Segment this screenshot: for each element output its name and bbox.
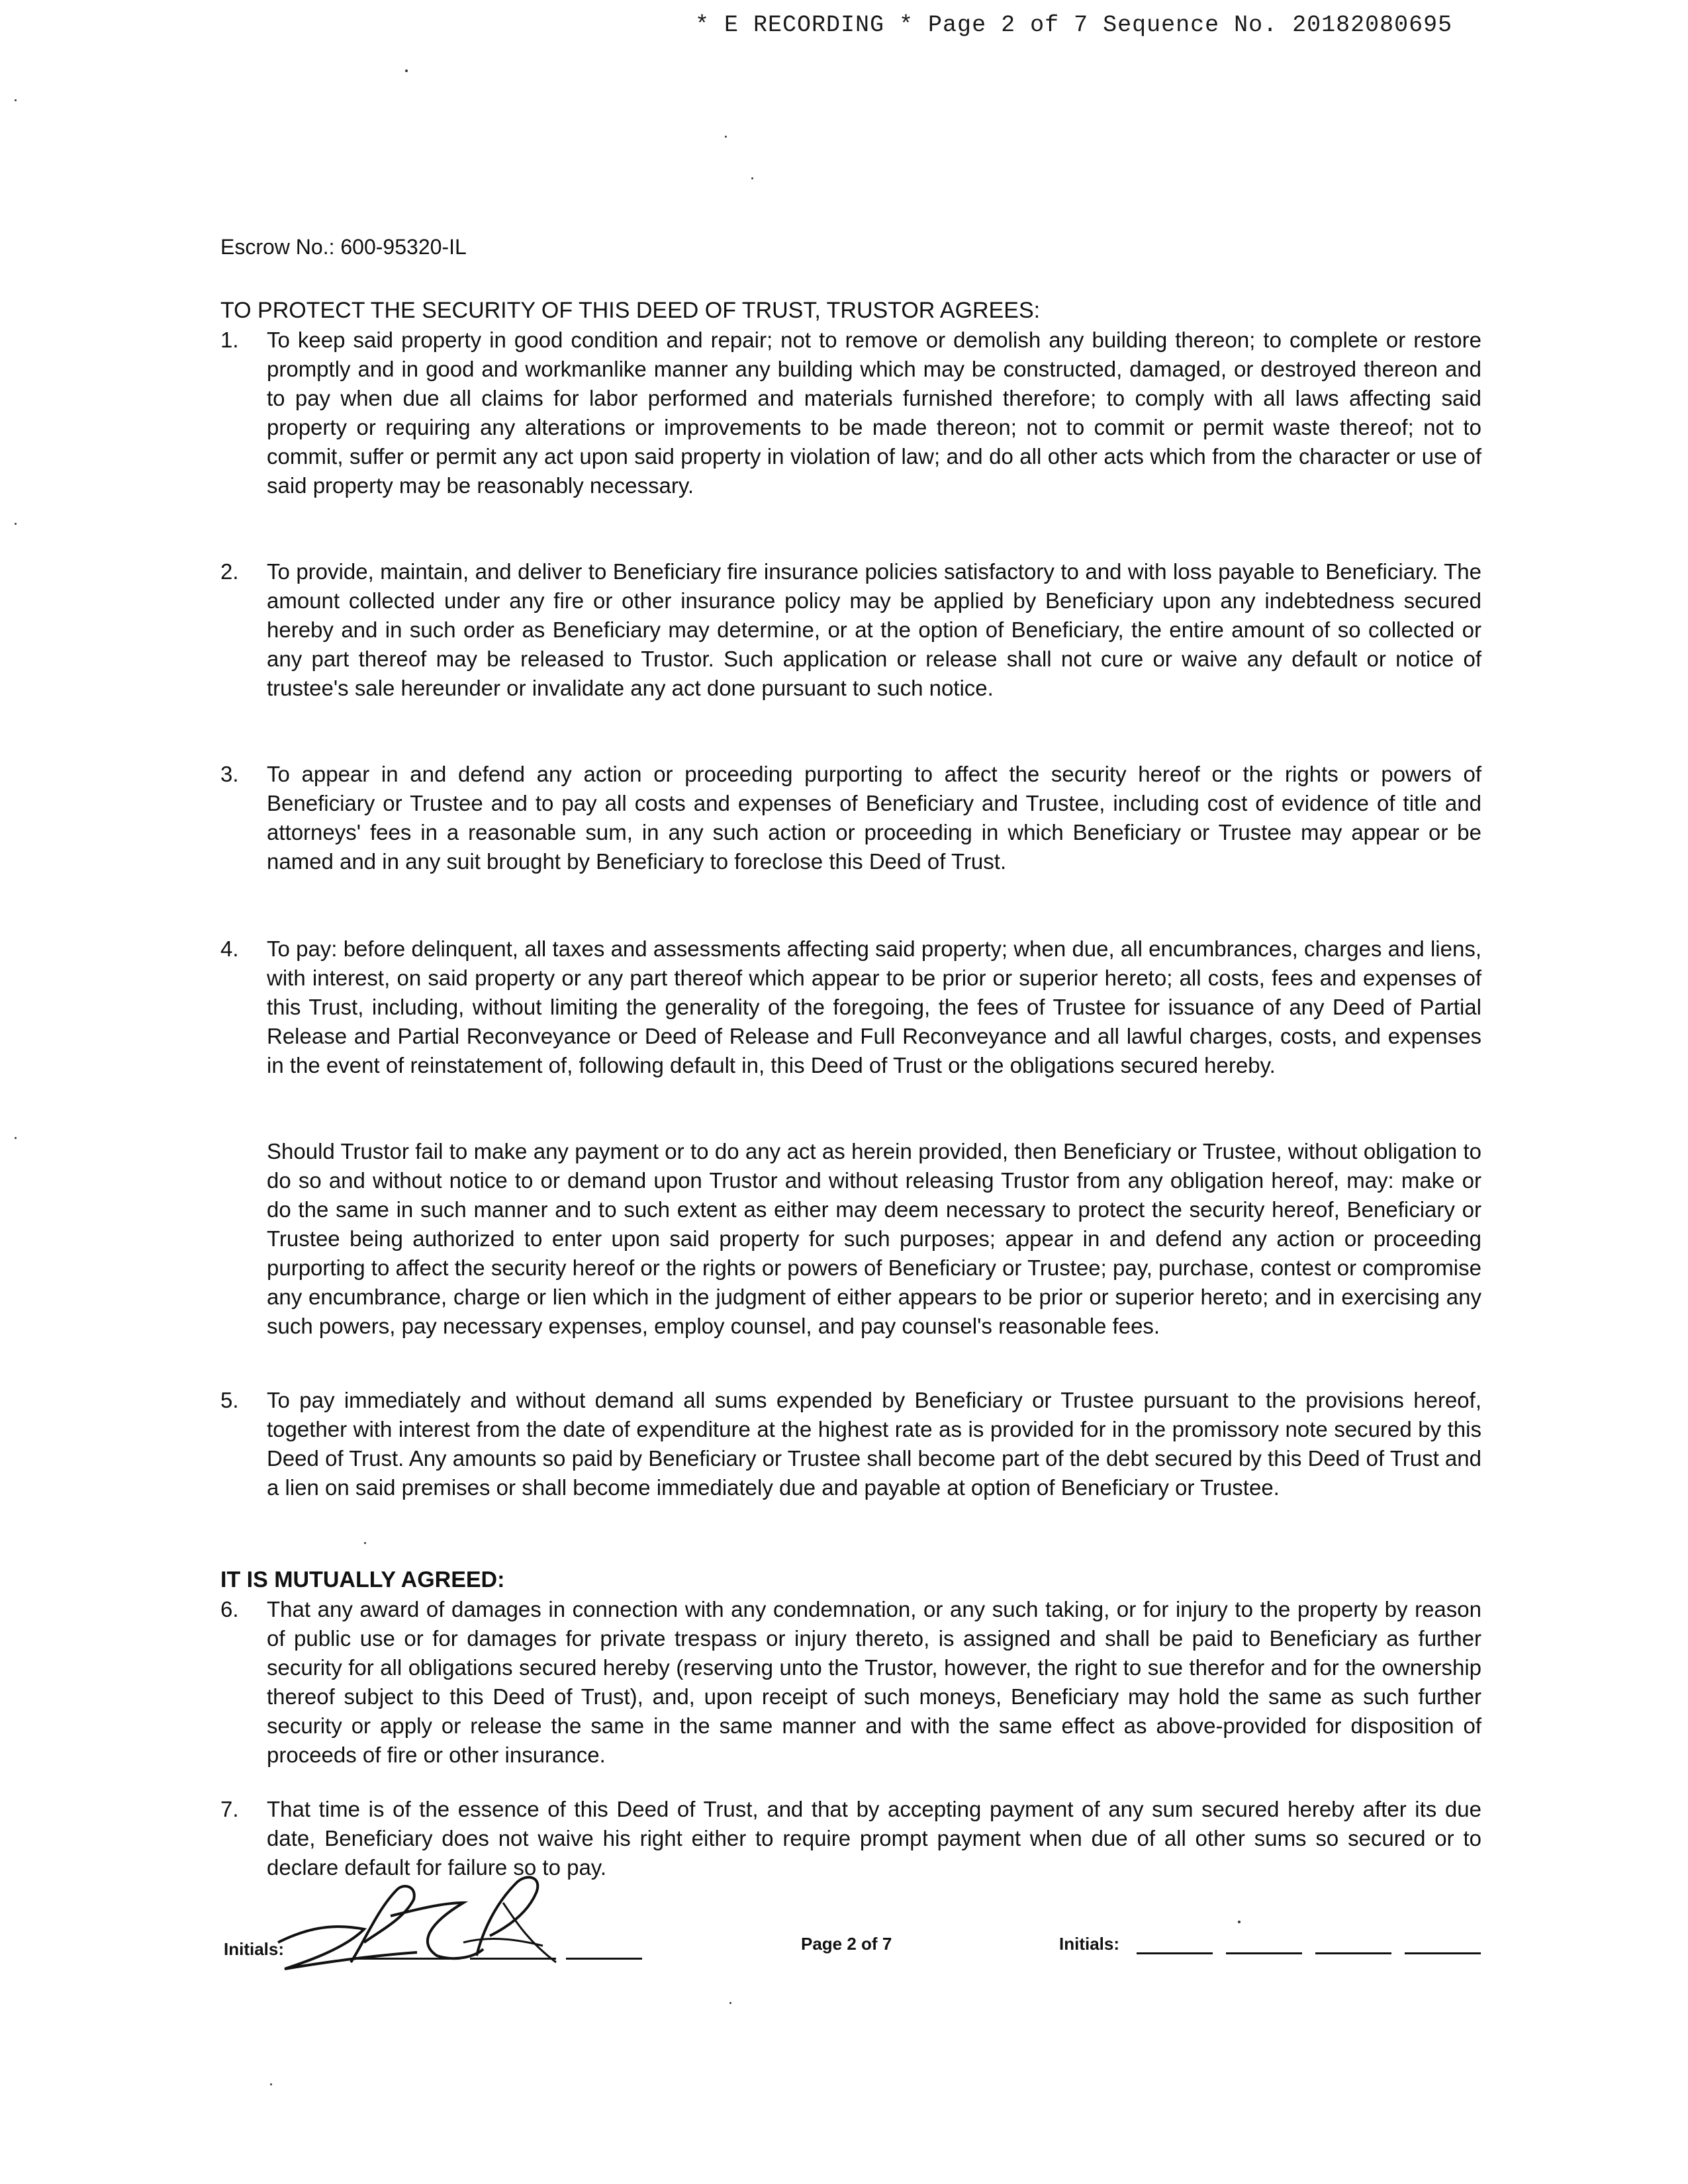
scan-speck	[405, 69, 408, 72]
section-heading-mutually-agreed: IT IS MUTUALLY AGREED:	[220, 1567, 505, 1592]
clause-6	[220, 1595, 1481, 1770]
escrow-number	[220, 235, 467, 259]
clause-number: 7.	[220, 1797, 239, 1821]
section-heading-trustor-agrees: TO PROTECT THE SECURITY OF THIS DEED OF TRUST, TRUSTOR AGREES:	[220, 298, 1041, 323]
scan-speck	[729, 2002, 731, 2004]
clause-number: 3.	[220, 762, 239, 786]
scan-speck	[15, 99, 17, 101]
clause-number: 4.	[220, 936, 239, 961]
page-number-label: Page 2 of 7	[801, 1934, 892, 1954]
scan-speck	[270, 2083, 272, 2085]
initials-label-right: Initials:	[1059, 1934, 1120, 1954]
clause-number: 1.	[220, 328, 239, 352]
clause-text: To keep said property in good condition and repair; not to remove or demolish any building thereon; to complete or restore promptly and in good and workmanlike manner any building which may be constructed, damaged, or destroyed thereon and to pay when due all claims for labor performed and materials furnished therefore; to comply with all laws affecting said property or requiring any alterations or improvements to be made thereon; not to commit or permit waste thereof; not to commit, suffer or permit any act upon said property in violation of law; and do all other acts which from the character or use of said property may be reasonably necessary.	[267, 328, 1481, 498]
clause-number: 5.	[220, 1388, 239, 1412]
recording-header: * E RECORDING * Page 2 of 7 Sequence No. 20182080695	[695, 12, 1453, 38]
escrow-label: Escrow No.:	[220, 235, 335, 259]
initials-line-6	[1315, 1952, 1391, 1954]
clause-3	[220, 760, 1481, 876]
scan-speck	[364, 1542, 366, 1544]
initials-label-left: Initials:	[224, 1939, 285, 1959]
handwritten-initials-signature	[265, 1863, 662, 1982]
clause-text: To appear in and defend any action or proceeding purporting to affect the security hereof or the rights or powers of Beneficiary or Trustee and to pay all costs and expenses of Beneficiary and Trustee, including cost of evidence of title and attorneys' fees in a reasonable sum, in any such action or proceeding in which Beneficiary or Trustee may appear or be named and in any suit brought by Beneficiary to foreclose this Deed of Trust.	[267, 762, 1481, 874]
clause-number: 6.	[220, 1597, 239, 1621]
initials-line-2	[470, 1958, 556, 1960]
initials-line-1	[351, 1958, 450, 1960]
clause-text: To pay immediately and without demand all sums expended by Beneficiary or Trustee pursuant to the provisions hereof, together with interest from the date of expenditure at the highest rate as is provided for in the promissory note secured by this Deed of Trust. Any amounts so paid by Beneficiary or Trustee shall become part of the debt secured by this Deed of Trust and a lien on said premises or shall become immediately due and payable at option of Beneficiary or Trustee.	[267, 1388, 1481, 1500]
scan-speck	[751, 177, 753, 179]
scan-speck	[15, 1137, 17, 1139]
clause-1	[220, 326, 1481, 500]
clause-number: 2.	[220, 559, 239, 584]
clause-5	[220, 1386, 1481, 1502]
initials-line-7	[1405, 1952, 1481, 1954]
clause-4	[220, 934, 1481, 1080]
initials-line-3	[566, 1958, 642, 1960]
scan-speck	[1238, 1921, 1241, 1923]
escrow-value: 600-95320-IL	[340, 235, 467, 259]
clause-text: To provide, maintain, and deliver to Beneficiary fire insurance policies satisfactory to and with loss payable to Beneficiary. The amount collected under any fire or other insurance policy may be applied by Beneficiary upon any indebtedness secured hereby and in such order as Beneficiary may determine, or at the option of Beneficiary, the entire amount of so collected or any part thereof may be released to Trustor. Such application or release shall not cure or waive any default or notice of trustee's sale hereunder or invalidate any act done pursuant to such notice.	[267, 559, 1481, 700]
clause-text: That any award of damages in connection with any condemnation, or any such taking, or for injury to the property by reason of public use or for damages for private trespass or injury thereto, is assigned and shall be paid to Beneficiary as further security for all obligations secured hereby (reserving unto the Trustor, however, the right to sue therefor and for the ownership thereof subject to this Deed of Trust), and, upon receipt of such moneys, Beneficiary may hold the same as such further security or apply or release the same in the same manner and with the same effect as above-provided for disposition of proceeds of fire or other insurance.	[267, 1597, 1481, 1767]
clause-text: To pay: before delinquent, all taxes and assessments affecting said property; when due, all encumbrances, charges and liens, with interest, on said property or any part thereof which appear to be prior or superior hereto; all costs, fees and expenses of this Trust, including, without limiting the generality of the foregoing, the fees of Trustee for issuance of any Deed of Partial Release and Partial Reconveyance or Deed of Release and Full Reconveyance and all lawful charges, costs, and expenses in the event of reinstatement of, following default in, this Deed of Trust or the obligations secured hereby.	[267, 936, 1481, 1077]
should-trustor-fail-paragraph: Should Trustor fail to make any payment or to do any act as herein provided, then Beneficiary or Trustee, without obligation to do so and without notice to or demand upon Trustor and without releasing Trustor from any obligation hereof, may: make or do the same in such manner and to such extent as either may deem necessary to protect the security hereof, Beneficiary or Trustee being authorized to enter upon said property for such purposes; appear in and defend any action or proceeding purporting to affect the security hereof or the rights or powers of Beneficiary or Trustee; pay, purchase, contest or compromise any encumbrance, charge or lien which in the judgment of either appears to be prior or superior hereto; and in exercising any such powers, pay necessary expenses, employ counsel, and pay counsel's reasonable fees.	[267, 1139, 1481, 1338]
scan-speck	[725, 136, 727, 138]
initials-line-5	[1226, 1952, 1302, 1954]
clause-text: That time is of the essence of this Deed of Trust, and that by accepting payment of any sum secured hereby after its due date, Beneficiary does not waive his right either to require prompt payment when due of all other sums so secured or to declare default for failure so to pay.	[267, 1797, 1481, 1880]
initials-line-4	[1137, 1952, 1213, 1954]
clause-2	[220, 557, 1481, 703]
scan-speck	[15, 523, 17, 525]
